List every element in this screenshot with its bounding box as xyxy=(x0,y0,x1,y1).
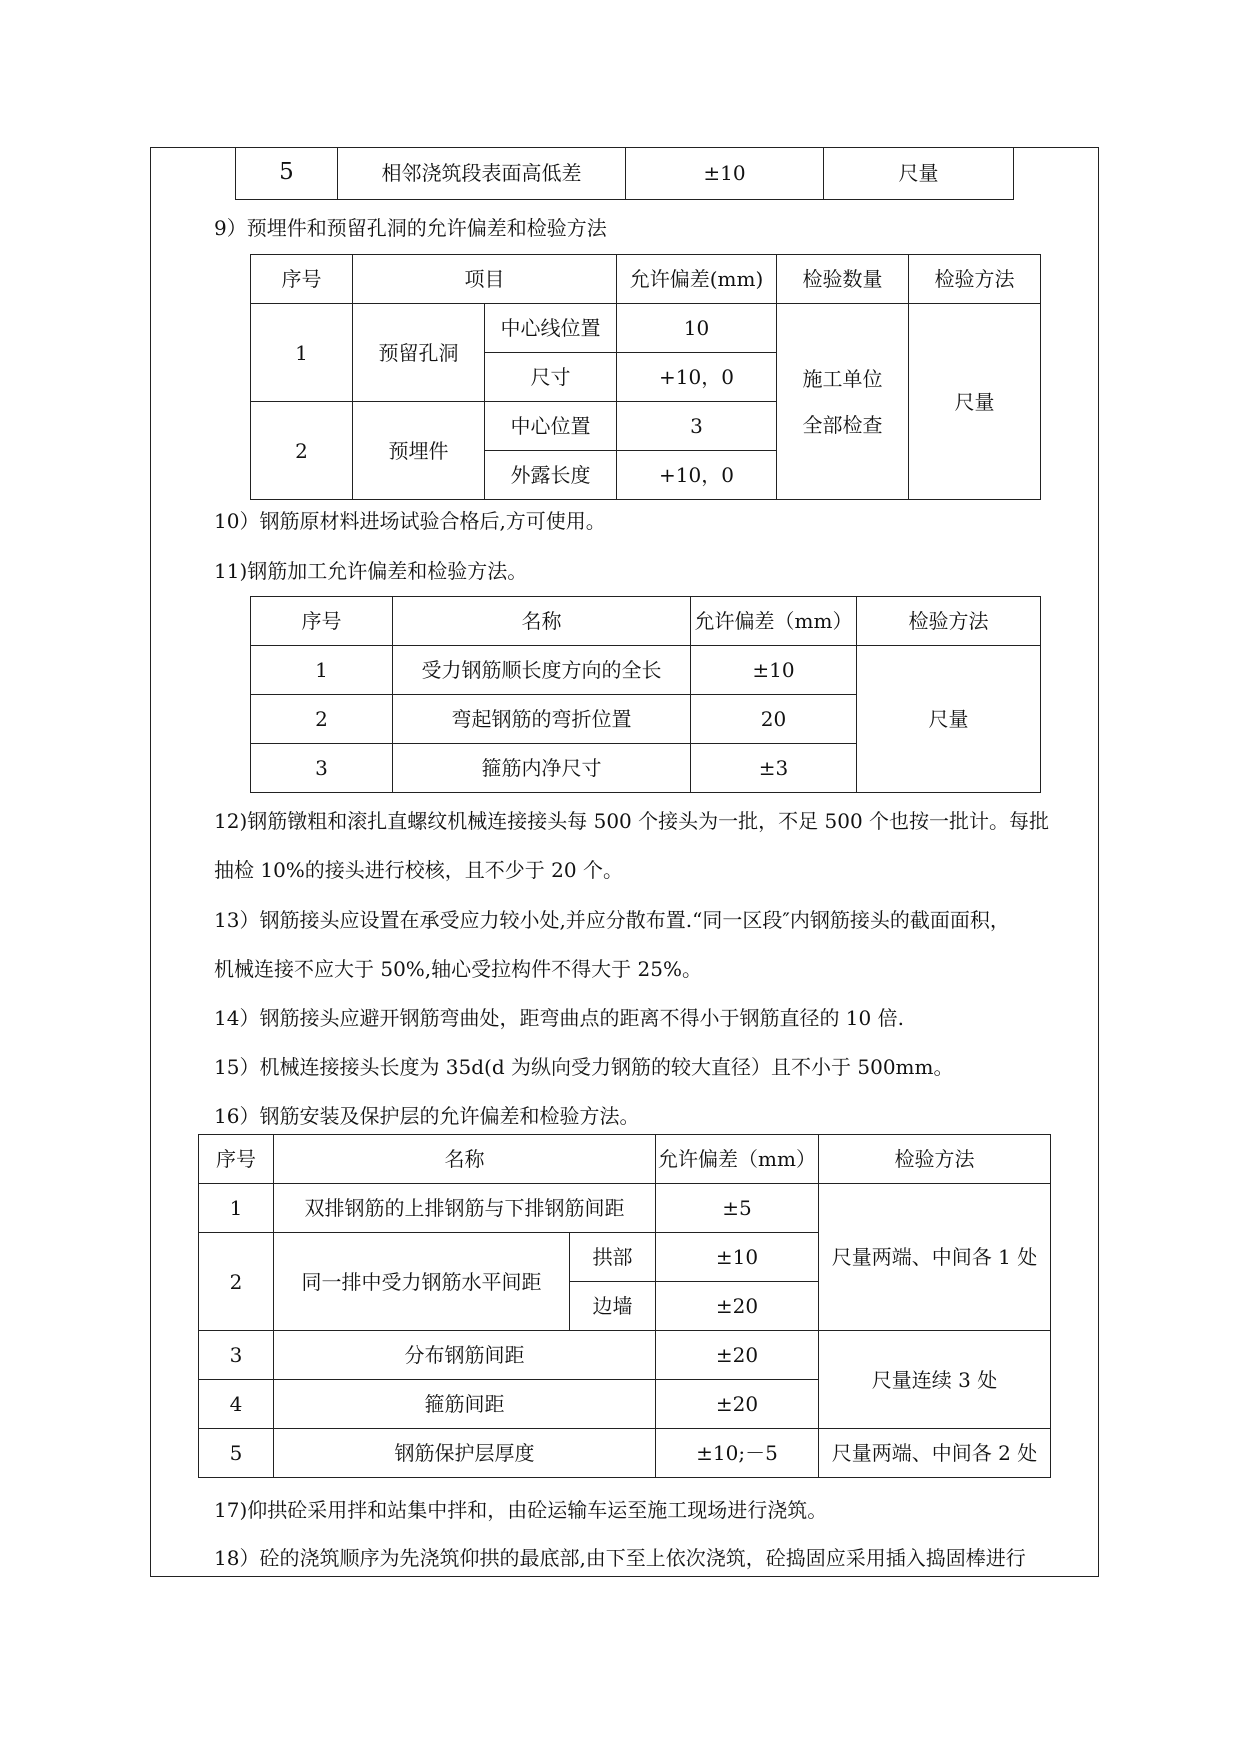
table-row xyxy=(251,304,1041,353)
table-row xyxy=(199,1184,1051,1233)
header-item: 项目 xyxy=(353,255,617,304)
cell-no: 1 xyxy=(251,304,353,402)
cell-name: 同一排中受力钢筋水平间距 xyxy=(274,1233,570,1331)
header-method: 检验方法 xyxy=(819,1135,1051,1184)
header-deviation: 允许偏差（mm） xyxy=(691,597,857,646)
paragraph-13-line-1: 13）钢筋接头应设置在承受应力较小处,并应分散布置.“同一区段″内钢筋接头的截面面积， xyxy=(214,908,1010,932)
cell-group: 预留孔洞 xyxy=(353,304,485,402)
header-no: 序号 xyxy=(251,597,393,646)
cell-deviation: ±10 xyxy=(691,646,857,695)
header-method: 检验方法 xyxy=(909,255,1041,304)
cell-no: 2 xyxy=(251,402,353,500)
table-top-fragment xyxy=(235,147,1014,200)
table-rebar-processing xyxy=(250,596,1041,793)
cell-no: 5 xyxy=(199,1429,274,1478)
cell-deviation: ±3 xyxy=(691,744,857,793)
header-no: 序号 xyxy=(251,255,353,304)
cell-item: 中心线位置 xyxy=(485,304,617,353)
paragraph-9: 9）预埋件和预留孔洞的允许偏差和检验方法 xyxy=(214,216,607,240)
cell-name: 箍筋间距 xyxy=(274,1380,656,1429)
cell-deviation: 20 xyxy=(691,695,857,744)
cell-deviation: ±10;－5 xyxy=(656,1429,819,1478)
cell-deviation: ±10 xyxy=(626,147,824,200)
cell-no: 1 xyxy=(199,1184,274,1233)
table-row xyxy=(251,646,1041,695)
paragraph-16: 16）钢筋安装及保护层的允许偏差和检验方法。 xyxy=(214,1104,640,1128)
cell-no: 4 xyxy=(199,1380,274,1429)
cell-no: 1 xyxy=(251,646,393,695)
cell-name: 相邻浇筑段表面高低差 xyxy=(338,147,626,200)
quantity-line-2: 全部检查 xyxy=(802,412,883,437)
cell-item: 外露长度 xyxy=(485,451,617,500)
quantity-line-1: 施工单位 xyxy=(802,366,883,391)
cell-deviation: +10，0 xyxy=(617,451,777,500)
table-rebar-installation xyxy=(198,1134,1051,1478)
cell-no: 3 xyxy=(251,744,393,793)
table-row xyxy=(236,147,1014,200)
paragraph-14: 14）钢筋接头应避开钢筋弯曲处，距弯曲点的距离不得小于钢筋直径的 10 倍. xyxy=(214,1006,904,1030)
cell-deviation: 10 xyxy=(617,304,777,353)
paragraph-17: 17)仰拱砼采用拌和站集中拌和，由砼运输车运至施工现场进行浇筑。 xyxy=(214,1498,828,1522)
cell-deviation: ±20 xyxy=(656,1282,819,1331)
paragraph-13-line-2: 机械连接不应大于 50%,轴心受拉构件不得大于 25%。 xyxy=(214,957,702,981)
cell-method: 尺量两端、中间各 2 处 xyxy=(819,1429,1051,1478)
paragraph-15: 15）机械连接接头长度为 35d(d 为纵向受力钢筋的较大直径）且不小于 500mm。 xyxy=(214,1055,954,1079)
table-embedded-parts xyxy=(250,254,1041,500)
cell-name: 分布钢筋间距 xyxy=(274,1331,656,1380)
cell-method: 尺量两端、中间各 1 处 xyxy=(819,1184,1051,1331)
paragraph-11: 11)钢筋加工允许偏差和检验方法。 xyxy=(214,559,528,583)
cell-deviation: ±20 xyxy=(656,1380,819,1429)
paragraph-12-line-2: 抽检 10%的接头进行校核，且不少于 20 个。 xyxy=(214,858,623,882)
cell-no: 2 xyxy=(251,695,393,744)
cell-method: 尺量 xyxy=(857,646,1041,793)
header-quantity: 检验数量 xyxy=(777,255,909,304)
cell-method: 尺量连续 3 处 xyxy=(819,1331,1051,1429)
cell-sub: 拱部 xyxy=(570,1233,656,1282)
cell-no: 3 xyxy=(199,1331,274,1380)
table-row xyxy=(199,1331,1051,1380)
document-frame xyxy=(150,147,1099,1577)
table-header-row xyxy=(251,597,1041,646)
cell-item: 中心位置 xyxy=(485,402,617,451)
paragraph-10: 10）钢筋原材料进场试验合格后,方可使用。 xyxy=(214,509,606,533)
cell-name: 双排钢筋的上排钢筋与下排钢筋间距 xyxy=(274,1184,656,1233)
table-header-row xyxy=(251,255,1041,304)
header-name: 名称 xyxy=(274,1135,656,1184)
cell-item: 尺寸 xyxy=(485,353,617,402)
cell-name: 弯起钢筋的弯折位置 xyxy=(393,695,691,744)
paragraph-12-line-1: 12)钢筋镦粗和滚扎直螺纹机械连接接头每 500 个接头为一批，不足 500 个也按一批计。每批 xyxy=(214,809,1050,833)
cell-deviation: ±10 xyxy=(656,1233,819,1282)
cell-name: 箍筋内净尺寸 xyxy=(393,744,691,793)
cell-group: 预埋件 xyxy=(353,402,485,500)
cell-deviation: 3 xyxy=(617,402,777,451)
cell-no: 2 xyxy=(199,1233,274,1331)
cell-deviation: ±20 xyxy=(656,1331,819,1380)
cell-deviation: +10，0 xyxy=(617,353,777,402)
table-row xyxy=(199,1429,1051,1478)
cell-method: 尺量 xyxy=(909,304,1041,500)
header-no: 序号 xyxy=(199,1135,274,1184)
header-deviation: 允许偏差（mm） xyxy=(656,1135,819,1184)
cell-method: 尺量 xyxy=(824,147,1014,200)
paragraph-18: 18）砼的浇筑顺序为先浇筑仰拱的最底部,由下至上依次浇筑，砼捣固应采用插入捣固棒进行 xyxy=(214,1546,1026,1570)
cell-sub: 边墙 xyxy=(570,1282,656,1331)
cell-quantity xyxy=(777,304,909,500)
table-header-row xyxy=(199,1135,1051,1184)
header-deviation: 允许偏差(mm) xyxy=(617,255,777,304)
header-name: 名称 xyxy=(393,597,691,646)
cell-name: 钢筋保护层厚度 xyxy=(274,1429,656,1478)
cell-name: 受力钢筋顺长度方向的全长 xyxy=(393,646,691,695)
cell-no: 5 xyxy=(236,147,338,200)
cell-deviation: ±5 xyxy=(656,1184,819,1233)
header-method: 检验方法 xyxy=(857,597,1041,646)
